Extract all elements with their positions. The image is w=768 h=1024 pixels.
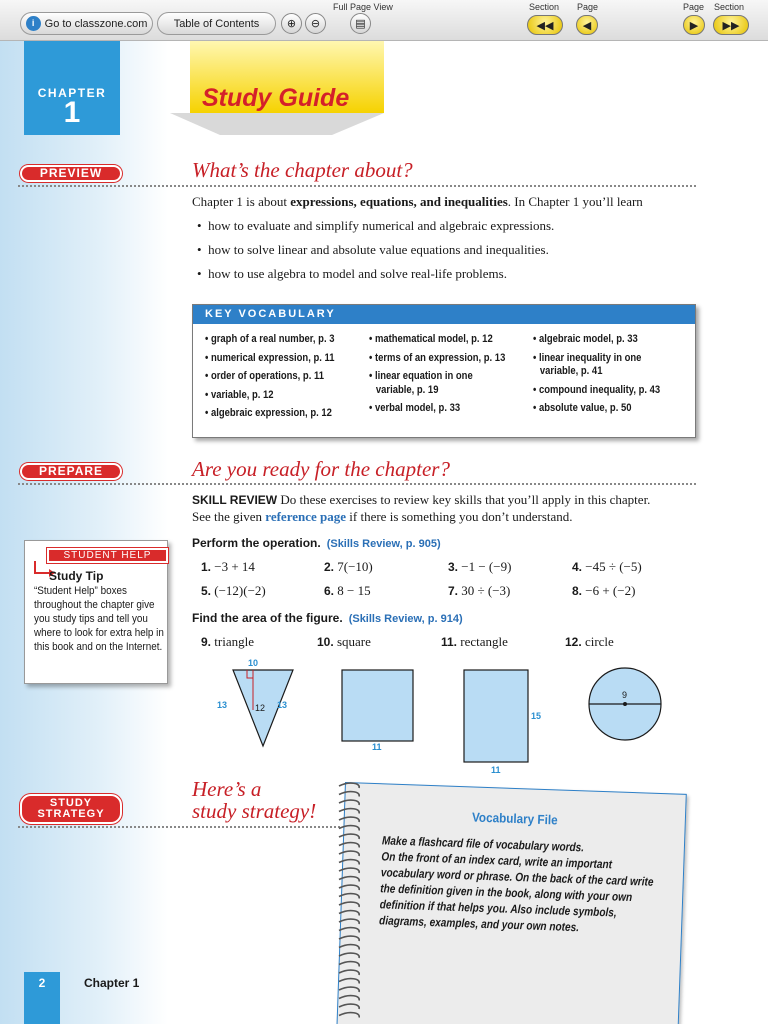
- rectangle-figure: [464, 670, 528, 762]
- exercise: 6. 8 − 15: [324, 583, 371, 598]
- strategy-divider: [18, 826, 340, 828]
- study-strategy-tag: STUDY STRATEGY: [20, 794, 122, 824]
- exercise: 4. −45 ÷ (−5): [572, 559, 642, 574]
- skill-review-text: SKILL REVIEW Do these exercises to review key skills that you’ll apply in this chapter.: [192, 492, 651, 507]
- spiral-ring: [339, 834, 359, 839]
- table-of-contents-button[interactable]: [157, 12, 276, 35]
- page-next-label: Page: [683, 2, 705, 12]
- vocabulary-file-notebook: [336, 782, 687, 1024]
- classzone-label: Go to classzone.com: [44, 17, 148, 30]
- spiral-ring: [339, 851, 359, 856]
- vocab-term: • linear equation in one variable, p. 19: [369, 370, 473, 396]
- spiral-ring: [339, 817, 359, 822]
- section-next-label: Section: [714, 2, 745, 12]
- toc-label: Table of Contents: [173, 17, 260, 30]
- key-vocabulary-heading: KEY VOCABULARY: [193, 305, 695, 324]
- spiral-ring: [339, 809, 359, 814]
- classzone-logo-icon: i: [26, 16, 41, 31]
- figure-label: 12. circle: [565, 634, 614, 649]
- vocab-term: • algebraic model, p. 33: [533, 333, 638, 345]
- vocab-term: • variable, p. 12: [205, 388, 274, 401]
- perform-operation-heading: Perform the operation. (Skills Review, p. 905): [192, 536, 441, 550]
- vocab-column-1: [205, 333, 368, 426]
- spiral-ring: [339, 826, 359, 831]
- student-help-box: [24, 540, 168, 684]
- zoom-out-icon[interactable]: ⊖: [305, 13, 326, 34]
- chapter-number: 1: [63, 96, 81, 129]
- key-vocabulary-box: [192, 304, 696, 438]
- figure-label: 9. triangle: [201, 634, 254, 649]
- rectangle-height-label: 15: [531, 711, 542, 721]
- study-guide-banner: [170, 41, 385, 135]
- spiral-ring: [339, 860, 359, 865]
- spiral-ring: [339, 868, 359, 873]
- spiral-ring: [339, 877, 359, 882]
- prepare-divider: [18, 483, 696, 485]
- vocab-term: • absolute value, p. 50: [533, 402, 632, 414]
- preview-bullet: • how to evaluate and simplify numerical and algebraic expressions.: [197, 218, 555, 233]
- spiral-ring: [339, 792, 359, 797]
- spiral-ring: [339, 885, 359, 890]
- spiral-ring: [339, 987, 359, 992]
- vocab-term: • linear inequality in one variable, p. 41: [533, 351, 642, 377]
- next-section-icon[interactable]: ▶▶: [713, 15, 749, 35]
- vocab-term: • graph of a real number, p. 3: [205, 333, 335, 345]
- student-help-tag: STUDENT HELP: [47, 548, 168, 563]
- rectangle-width-label: 11: [491, 765, 501, 775]
- skill-review-text-2: See the given reference page if there is something you don’t understand.: [192, 509, 573, 524]
- notebook-spiral: [335, 780, 363, 1024]
- sidebar-background: [0, 41, 168, 1024]
- square-figure: [342, 670, 413, 741]
- study-strategy-title: Here’s a study strategy!: [192, 777, 317, 823]
- study-guide-title: Study Guide: [202, 84, 350, 112]
- exercise: 2. 7(−10): [324, 559, 373, 574]
- figure-label: 11. rectangle: [441, 634, 508, 649]
- prepare-title: Are you ready for the chapter?: [192, 457, 450, 481]
- page-prev-label: Page: [577, 2, 599, 12]
- area-figures: [190, 650, 670, 780]
- page-number: 2: [24, 972, 60, 1024]
- exercise: 1. −3 + 14: [201, 559, 255, 574]
- spiral-ring: [339, 953, 359, 958]
- triangle-side-right-label: 13: [277, 700, 288, 710]
- vocab-term: • mathematical model, p. 12: [369, 333, 493, 345]
- triangle-height-label: 12: [255, 703, 266, 713]
- spiral-ring: [339, 936, 359, 941]
- classzone-button[interactable]: [20, 12, 153, 35]
- previous-page-icon[interactable]: ◀: [576, 15, 598, 35]
- study-tip-title: Study Tip: [49, 569, 104, 583]
- triangle-base-label: 10: [248, 658, 259, 668]
- spiral-ring: [339, 979, 359, 984]
- preview-bullet: • how to solve linear and absolute value equations and inequalities.: [197, 242, 549, 257]
- preview-bullet: • how to use algebra to model and solve real-life problems.: [197, 266, 507, 281]
- preview-title: What’s the chapter about?: [192, 158, 413, 182]
- vocab-term: • order of operations, p. 11: [205, 370, 324, 382]
- vocab-term: • numerical expression, p. 11: [205, 351, 335, 364]
- spiral-ring: [339, 945, 359, 950]
- preview-intro: Chapter 1 is about expressions, equations, and inequalities. In Chapter 1 you’ll learn: [192, 194, 643, 209]
- spiral-ring: [339, 843, 359, 848]
- perform-reference[interactable]: (Skills Review, p. 905): [326, 538, 441, 550]
- vocab-term: • verbal model, p. 33: [369, 402, 461, 414]
- vocab-column-2: [369, 333, 528, 421]
- vocab-term: • compound inequality, p. 43: [533, 383, 661, 396]
- spiral-ring: [339, 1004, 359, 1009]
- spiral-ring: [339, 894, 359, 899]
- spiral-ring: [339, 911, 359, 916]
- find-area-heading: Find the area of the figure. (Skills Review, p. 914): [192, 611, 463, 625]
- spiral-ring: [339, 970, 359, 975]
- student-help-text: “Student Help” boxes throughout the chapter give you study tips and tell you where to look for extra help in this book and on the Internet.: [34, 585, 164, 653]
- zoom-in-icon[interactable]: ⊕: [281, 13, 302, 34]
- spiral-ring: [339, 996, 359, 1001]
- spiral-ring: [339, 800, 359, 805]
- circle-diameter-label: 9: [622, 690, 628, 700]
- figure-label: 10. square: [317, 634, 371, 649]
- full-page-view-icon[interactable]: ▤: [350, 13, 371, 34]
- spiral-ring: [339, 1013, 359, 1018]
- chapter-box: [24, 41, 120, 135]
- vocab-term: • terms of an expression, p. 13: [369, 351, 506, 364]
- square-side-label: 11: [372, 742, 382, 752]
- exercise: 3. −1 − (−9): [448, 559, 512, 574]
- exercise: 8. −6 + (−2): [572, 583, 636, 598]
- area-reference[interactable]: (Skills Review, p. 914): [348, 613, 463, 625]
- chapter-label: CHAPTER: [37, 86, 107, 100]
- reference-page-link[interactable]: reference page: [265, 509, 347, 524]
- notebook-title: Vocabulary File: [471, 809, 558, 828]
- preview-tag: PREVIEW: [20, 165, 122, 182]
- previous-section-icon[interactable]: ◀◀: [527, 15, 563, 35]
- spiral-ring: [339, 962, 359, 967]
- preview-divider: [18, 185, 696, 187]
- spiral-ring: [339, 919, 359, 924]
- spiral-ring: [339, 928, 359, 933]
- section-prev-label: Section: [529, 2, 560, 12]
- full-page-view-label: Full Page View: [333, 2, 393, 12]
- footer-chapter: Chapter 1: [84, 976, 140, 990]
- spiral-ring: [339, 902, 359, 907]
- spiral-ring: [339, 783, 359, 788]
- exercise: 5. (−12)(−2): [201, 583, 266, 598]
- vocab-term: • algebraic expression, p. 12: [205, 407, 332, 419]
- exercise: 7. 30 ÷ (−3): [448, 583, 511, 598]
- notebook-text: Make a flashcard file of vocabulary words. On the front of an index card, write an important vocabulary word or phrase. On the back of the card write the definition given in the book, along with your own definition if that helps you. Also include symbols, diagrams, examples, and your own notes.: [378, 833, 654, 935]
- prepare-tag: PREPARE: [20, 463, 122, 480]
- toolbar: [0, 0, 768, 41]
- next-page-icon[interactable]: ▶: [683, 15, 705, 35]
- vocab-column-3: [533, 333, 692, 421]
- triangle-side-left-label: 13: [217, 700, 228, 710]
